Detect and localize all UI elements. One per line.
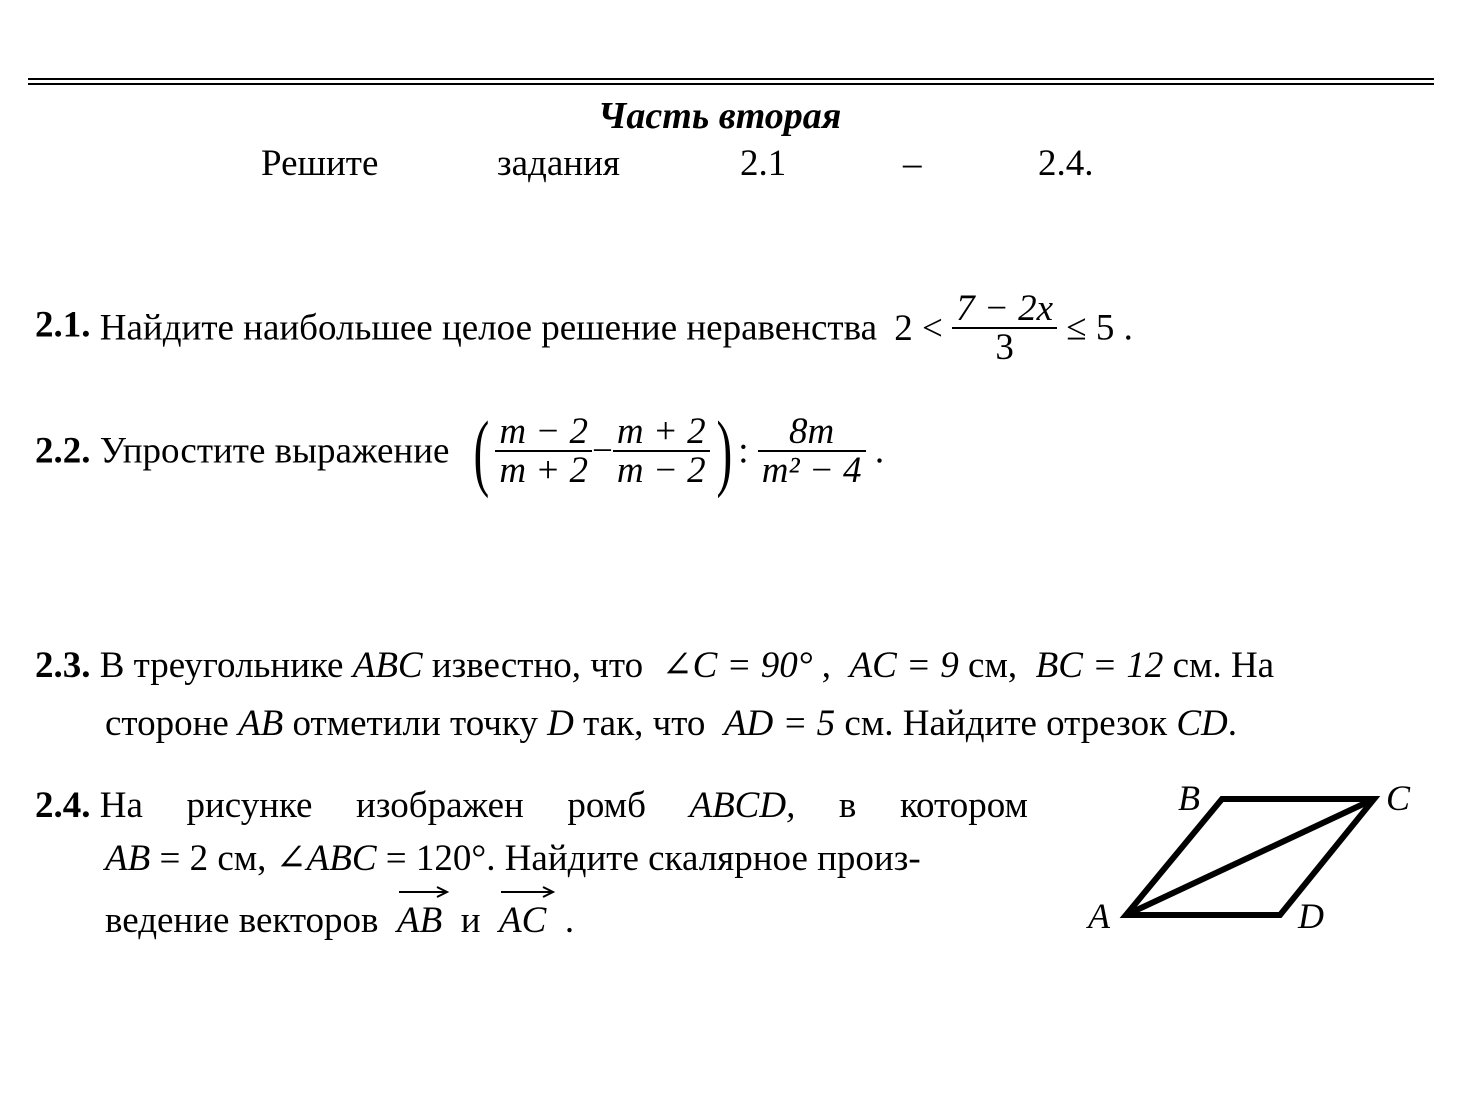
segment-name: CD <box>1176 703 1228 744</box>
numerator: 7 − 2x <box>956 288 1054 329</box>
vector-ab <box>397 899 442 942</box>
problem-2-3-line-2 <box>105 702 1237 745</box>
vector-label: AB <box>397 900 443 941</box>
denominator: m + 2 <box>495 450 592 489</box>
bc-expression: BC = 12 <box>1035 645 1164 686</box>
vertex-label-b: B <box>1178 778 1200 818</box>
text: В треугольнике <box>99 645 344 686</box>
period: . <box>874 430 885 472</box>
comma: , <box>821 645 832 686</box>
text: изображен <box>356 785 524 826</box>
problem-2-2 <box>35 403 885 499</box>
vertex-label-c: C <box>1386 778 1411 818</box>
header-rule-bottom <box>28 83 1434 85</box>
text: = 120°. Найдите скалярное произ- <box>385 838 921 879</box>
text: отметили точку <box>292 703 538 744</box>
vertex-label-a: A <box>1088 896 1110 936</box>
text: так, что <box>583 703 706 744</box>
fraction-2 <box>613 413 710 489</box>
fraction-3 <box>758 413 866 489</box>
problem-2-4-line-1 <box>35 784 1028 827</box>
rhombus-figure <box>1080 770 1420 950</box>
denominator: 3 <box>952 327 1057 366</box>
problem-2-4-line-3 <box>105 899 574 942</box>
vector-ac <box>499 899 546 942</box>
triangle-name: ABC <box>352 645 423 686</box>
problem-number: 2.3. <box>35 645 91 686</box>
ac-expression: AC = 9 <box>849 645 959 686</box>
problem-text: Найдите наибольшее целое решение неравенства <box>99 307 877 349</box>
text: ромб <box>567 785 646 826</box>
problem-2-1 <box>35 290 1133 366</box>
problem-number: 2.1. <box>35 304 91 346</box>
problem-number: 2.2. <box>35 430 91 472</box>
numerator: m + 2 <box>616 411 706 452</box>
period: . <box>564 900 575 941</box>
text: см. Найдите отрезок <box>844 703 1168 744</box>
numerator: m − 2 <box>499 411 589 452</box>
instruction-word-4: – <box>903 143 922 184</box>
vector-arrow-icon <box>397 885 449 899</box>
denominator: m − 2 <box>613 450 710 489</box>
fraction-1 <box>495 413 592 489</box>
side-name: AB <box>105 838 151 879</box>
instruction-word-3: 2.1 <box>740 143 787 184</box>
ineq-left: 2 < <box>894 307 943 349</box>
problem-number: 2.4. <box>35 785 91 826</box>
text: ведение векторов <box>105 900 379 941</box>
vector-label: AC <box>499 900 547 941</box>
fraction <box>952 290 1057 366</box>
text: известно, что <box>431 645 644 686</box>
page-title: Часть вторая <box>598 95 842 137</box>
problem-2-3-line-1 <box>35 643 1274 687</box>
left-paren: ( <box>473 403 489 499</box>
diagonal-ac <box>1126 799 1374 915</box>
ad-expression: AD = 5 <box>723 703 836 744</box>
rhombus-name: ABCD, <box>689 785 796 826</box>
text: = 2 см, <box>159 838 267 879</box>
text: в <box>838 785 857 826</box>
denominator: m² − 4 <box>758 450 866 489</box>
minus-sign: − <box>592 430 613 472</box>
angle-expression: ∠C = 90° <box>661 645 813 686</box>
period: . <box>1227 703 1237 744</box>
vertex-label-d: D <box>1298 896 1324 936</box>
side-name: AB <box>238 703 284 744</box>
instruction-word-1: Решите <box>261 143 379 184</box>
text: см. На <box>1172 645 1275 686</box>
text: На <box>99 785 143 826</box>
text: стороне <box>105 703 229 744</box>
instruction-word-2: задания <box>497 143 620 184</box>
numerator: 8m <box>789 411 835 452</box>
vector-arrow-icon <box>499 885 555 899</box>
period: . <box>1123 307 1133 349</box>
unit: см, <box>968 645 1018 686</box>
text: и <box>460 900 481 941</box>
right-paren: ) <box>716 403 732 499</box>
angle-name: ∠ABC <box>275 838 377 879</box>
instruction-word-5: 2.4. <box>1038 143 1094 184</box>
header-rule-top <box>28 78 1434 80</box>
problem-2-4-line-2 <box>105 836 921 880</box>
text: котором <box>899 785 1028 826</box>
problem-text: Упростите выражение <box>99 430 450 472</box>
colon: : <box>738 430 749 472</box>
point-name: D <box>547 703 574 744</box>
text: рисунке <box>186 785 313 826</box>
ineq-right: ≤ 5 <box>1066 307 1115 349</box>
